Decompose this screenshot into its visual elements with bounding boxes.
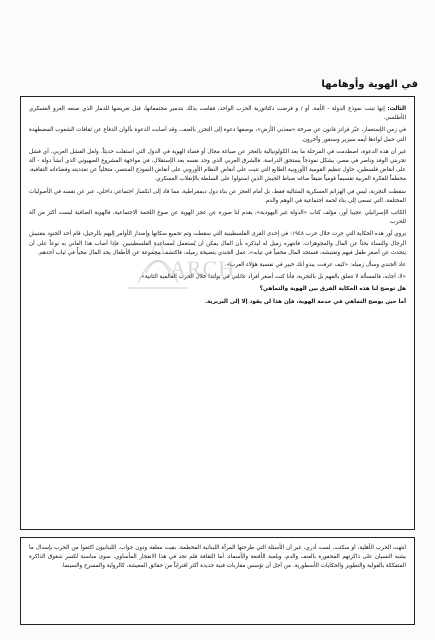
- paragraph: [29, 188, 406, 206]
- paragraph-text: أما حين يوضح التماهي في خدمة الهوية، فإن هذا لن يقود إلا إلى البربرية.: [204, 298, 406, 305]
- paragraph: [29, 105, 406, 123]
- paragraph: [29, 273, 406, 282]
- paragraph: [29, 544, 406, 572]
- paragraph-text: انتهت الحرب الأهلية، أو سكتت، لست أدري، غير أن الأسئلة التي طرحتها المرآة اللبنانية المحطمة، بقيت معلقة ودون جواب. اللبنانيون اكتفوا من الحرب بإسدال ما يشبه النسيان على ذاكرتهم المحفورة بالعنف والدم، وبلعبة الأقنعة والأسماء. أما الثقافة فلم تجد في هذا الانفجار المأساوي، سوى مناسبة لكسر شقوق الذاكرة المتفككة بالقولبة والتطوير والحكايات الأسطورية. من أجل أن تؤسس مقاربات فنية جديدة أكثر اقتراباً من حقائق المعيشة، كالرواية والمسرح والسينما.: [29, 545, 406, 570]
- paragraph-text: عاد الجندي وسأل زميله: «كيف عرفت، يبدو أنك خبير في نفسية هؤلاء العرب».: [224, 262, 406, 269]
- text-box-main: [20, 96, 415, 530]
- paragraph-text: «لا، أجابه، فالمسألة لا تتعلق بالفهم بل بالتجربة، فأنا كنت أصغر أفراد عائلتي في بولندا خلال الحرب العالمية الثانية».: [139, 274, 406, 281]
- paragraph-text: هل توضح لنا هذه الحكاية الفرق بين الهوية والتماهي؟: [259, 286, 406, 293]
- paragraph-text: في زمن الإستعمار، عبّر فرانز فانون عن صرخة «معذبي الأرض»، بوصفها دعوة إلى التحرر بالعنف، وقد أصابت الدعوة بألوان الدفاع عن ثقافات الشعوب المضطهدة التي حمل لواءها أيمه سيزير وسنغور وآخرون.: [29, 127, 406, 143]
- paragraph: [29, 209, 406, 227]
- watermark-text: ARCH: [170, 256, 236, 281]
- paragraph: [29, 230, 406, 258]
- paragraph: [29, 126, 406, 144]
- paragraph: [29, 261, 406, 270]
- running-header: في الهوية وأوهامها: [321, 79, 418, 90]
- paragraph-text: غير أن هذه الدعوة، اصطدمت في المرحلة ما بعد الكولونيالية بالعجز عن صياغة مجال أو فضاء الهوية في الدول التي استقلت حديثاً. ولعل الفشل العربي، أي فشل تجربتي الوفد وناصر في مصر، يشكل نموذجاً يستحق الدراسة. فالشرق العربي الذي وجد نفسه بعد الإستقلال، في مواجهة المشروع الصهيوني الذي أنشأ دولة - آلة على أنقاض فلسطين، حاول تنظيم القومية الأوروبية الطابع التي تنبت على أنقاض النظام الأوروبي على أنقاض النموذج المنتصر، متخلياً عن تعدديته وفضاءاته الثقافية، محطماً للفكرة العربية تقسيماً قومياً ضيقاً صاغه ضباط الجيش الذين استولوا على السلطة بالإنقلاب العسكري.: [29, 148, 406, 183]
- text-box-secondary: [20, 537, 415, 625]
- paragraph-text: الكاتب الإسرائيلي عجيبا أور، مؤلف كتاب «الدولة غير اليهودية»، يقدم لنا صورة عن عجز الهوية عن صوغ اللحمة الاجتماعية، فالهوية الصافية ليست أكثر من آلة للحرب.: [29, 210, 406, 226]
- paragraph: [29, 148, 406, 185]
- paragraph-text: إنها تبنت نموذج الدولة - الأمة، أو / و فرضت دكتاتورية الحزب الواحد، فقامت بذلك بتدمير مجتمعاتها، قبل تعريضها للدمار الذي صنعه الغزو العسكري الأطلسي.: [29, 106, 406, 122]
- paragraph-text: يروي أور هذه الحكاية التي جرت خلال حرب ١٩٤٨: في إحدى القرى الفلسطينية التي سقطت وتم تجميع سكانها وإصدار الأوامر إليهم بالرحيل، قام أحد الجنود بتفتيش الرجال والنساء بحثاً عن المال والمجوهرات. فانتهره زميل له ليذكره بأن المال يمكن أن يُستعمل لمساعدة الفلسطينيين. فإذا أصاب هذا العاني به نوعاً على أن يتحدث عن أصغر طفل فيهم وتفتيشه، فستجد المال مخفياً في ثيابه»، عمل الجندي بنصيحة زميله، فاكتشف مجموعة عن الأطفال يجد المال مخبأً في ثياب أحدهم.: [29, 231, 407, 256]
- paragraph-text: سقطت التجربة، ليس في الهزائم العسكرية المتتالية فقط، بل أمام العجز عن بناء دول ديمقراطية، مما قاد إلى انكسار اجتماعي داخلي، عبر عن نفسه في الأصوليات المختلفة، التي تسعى إلى بناء لحمة اجتماعية في الوهم والدم.: [29, 188, 406, 204]
- paragraph-conclusion: [29, 298, 406, 307]
- paragraph-question: [29, 285, 406, 294]
- paragraph-lead: الثالث:: [387, 106, 406, 112]
